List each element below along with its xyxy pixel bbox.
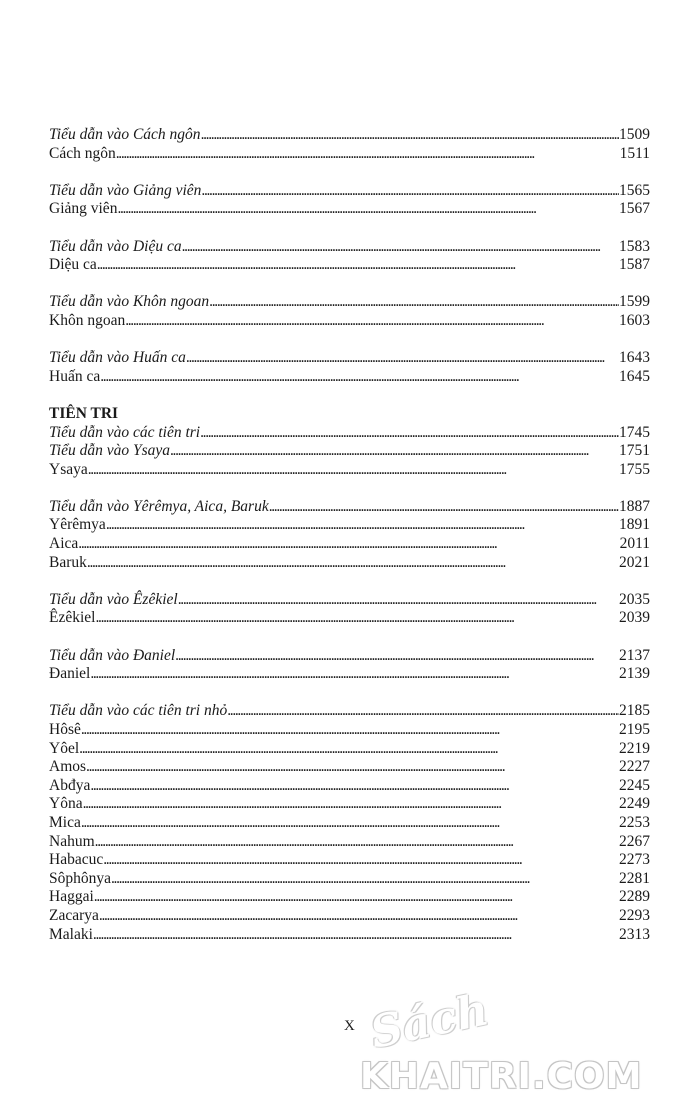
toc-entry-page-number: 1599 xyxy=(619,293,650,311)
toc-entry-introduction xyxy=(49,498,650,517)
toc-entry-page-number: 2293 xyxy=(619,906,650,924)
table-of-contents xyxy=(49,126,650,944)
toc-entry-title: Cách ngôn xyxy=(49,144,116,162)
dot-leader xyxy=(86,758,619,777)
toc-entry-title: Tiểu dẫn vào Diệu ca xyxy=(49,237,182,255)
toc-entry-book xyxy=(49,870,650,889)
toc-entry-book xyxy=(49,740,650,759)
toc-entry-page-number: 2139 xyxy=(619,665,650,683)
watermark-brand-text: KHAITRI.COM xyxy=(360,1056,643,1097)
dot-leader xyxy=(87,554,619,573)
toc-entry-book xyxy=(49,907,650,926)
toc-entry-page-number: 2035 xyxy=(619,590,650,608)
dot-leader xyxy=(117,200,619,219)
toc-entry-title: Mica xyxy=(49,813,81,831)
dot-leader xyxy=(209,293,619,312)
toc-entry-book xyxy=(49,312,650,331)
toc-entry-page-number: 2267 xyxy=(619,832,650,850)
toc-entry-title: Tiểu dẫn vào Huấn ca xyxy=(49,349,186,367)
toc-prophet-books xyxy=(49,424,650,945)
dot-leader xyxy=(200,424,619,443)
toc-entry-introduction xyxy=(49,442,650,461)
toc-entry-page-number: 2249 xyxy=(619,795,650,813)
group-spacer xyxy=(49,275,650,294)
toc-entry-title: Aica xyxy=(49,535,79,553)
toc-entry-page-number: 1645 xyxy=(619,367,650,385)
dot-leader xyxy=(269,498,619,517)
toc-entry-book xyxy=(49,554,650,573)
toc-entry-title: Sôphônya xyxy=(49,869,111,887)
toc-entry-page-number: 2039 xyxy=(619,609,650,627)
dot-leader xyxy=(81,814,619,833)
dot-leader xyxy=(78,535,619,554)
toc-entry-title: Yôna xyxy=(49,795,83,813)
dot-leader xyxy=(90,665,619,684)
dot-leader xyxy=(201,182,619,201)
toc-entry-introduction xyxy=(49,293,650,312)
dot-leader xyxy=(97,256,619,275)
dot-leader xyxy=(88,461,619,480)
toc-entry-title: Tiểu dẫn vào Giảng viên xyxy=(49,181,202,199)
toc-entry-book xyxy=(49,888,650,907)
dot-leader xyxy=(95,609,619,628)
toc-entry-title: Tiểu dẫn vào Ysaya xyxy=(49,442,170,460)
dot-leader xyxy=(83,795,619,814)
dot-leader xyxy=(186,349,619,368)
watermark-logo xyxy=(360,984,690,1110)
toc-entry-title: Ysaya xyxy=(49,460,88,478)
toc-entry-page-number: 1891 xyxy=(619,516,650,534)
toc-entry-title: Khôn ngoan xyxy=(49,311,126,329)
toc-entry-page-number: 1887 xyxy=(619,497,650,515)
dot-leader xyxy=(182,238,619,257)
toc-entry-page-number: 1603 xyxy=(619,311,650,329)
toc-entry-book xyxy=(49,256,650,275)
dot-leader xyxy=(170,442,619,461)
toc-entry-title: Diệu ca xyxy=(49,256,97,274)
toc-entry-title: Tiểu dẫn vào Khôn ngoan xyxy=(49,293,210,311)
dot-leader xyxy=(94,888,619,907)
toc-entry-page-number: 2195 xyxy=(619,721,650,738)
toc-entry-page-number: 2011 xyxy=(619,535,650,553)
toc-entry-page-number: 2281 xyxy=(619,869,650,887)
toc-entry-title: Zacarya xyxy=(49,906,99,924)
group-spacer xyxy=(49,331,650,350)
toc-entry-title: Habacuc xyxy=(49,851,104,869)
toc-entry-title: Tiểu dẫn vào Đaniel xyxy=(49,646,176,664)
toc-entry-title: Abđya xyxy=(49,776,91,794)
toc-entry-introduction xyxy=(49,591,650,610)
toc-entry-book xyxy=(49,609,650,628)
group-spacer xyxy=(49,163,650,182)
dot-leader xyxy=(93,926,619,945)
toc-entry-book xyxy=(49,200,650,219)
dot-leader xyxy=(116,145,620,164)
toc-entry-book xyxy=(49,145,650,164)
toc-entry-title: Giảng viên xyxy=(49,200,118,218)
toc-entry-page-number: 2227 xyxy=(619,758,650,776)
toc-entry-page-number: 2289 xyxy=(619,888,650,906)
toc-entry-page-number: 1511 xyxy=(619,144,650,162)
toc-entry-title: Amos xyxy=(49,758,87,776)
toc-entry-book xyxy=(49,777,650,796)
toc-entry-introduction xyxy=(49,424,650,443)
toc-entry-book xyxy=(49,795,650,814)
dot-leader xyxy=(95,833,619,852)
dot-leader xyxy=(90,777,619,796)
toc-entry-book xyxy=(49,535,650,554)
dot-leader xyxy=(201,126,619,145)
toc-entry-title: Yêrêmya xyxy=(49,516,106,534)
toc-entry-book xyxy=(49,665,650,684)
dot-leader xyxy=(103,851,619,870)
toc-entry-book xyxy=(49,851,650,870)
toc-entry-title: Tiểu dẫn vào Yêrêmya, Aica, Baruk xyxy=(49,497,269,515)
group-spacer xyxy=(49,572,650,591)
toc-entry-introduction xyxy=(49,702,650,721)
dot-leader xyxy=(79,740,619,759)
toc-entry-title: Baruk xyxy=(49,553,87,571)
toc-entry-page-number: 2245 xyxy=(619,776,650,794)
page-number: X xyxy=(344,1018,355,1034)
toc-entry-introduction xyxy=(49,647,650,666)
toc-entry-introduction xyxy=(49,238,650,257)
dot-leader xyxy=(125,312,619,331)
toc-entry-page-number: 1509 xyxy=(619,126,650,143)
toc-entry-page-number: 2185 xyxy=(619,702,650,720)
dot-leader xyxy=(227,702,619,721)
toc-entry-book xyxy=(49,461,650,480)
watermark-script-text: Sách xyxy=(365,984,494,1059)
toc-entry-page-number: 2021 xyxy=(619,553,650,571)
toc-entry-title: Tiểu dẫn vào các tiên tri xyxy=(49,423,201,441)
toc-entry-book xyxy=(49,926,650,945)
toc-entry-title: Yôel xyxy=(49,739,80,757)
group-spacer xyxy=(49,479,650,498)
toc-entry-page-number: 2253 xyxy=(619,813,650,831)
toc-entry-book xyxy=(49,833,650,852)
toc-entry-title: Tiểu dẫn vào các tiên tri nhỏ xyxy=(49,702,228,720)
toc-entry-book xyxy=(49,814,650,833)
toc-entry-page-number: 1565 xyxy=(619,181,650,199)
toc-entry-page-number: 1755 xyxy=(619,460,650,478)
toc-entry-book xyxy=(49,516,650,535)
toc-entry-book xyxy=(49,758,650,777)
toc-entry-page-number: 2313 xyxy=(619,925,650,943)
toc-entry-title: Tiểu dẫn vào Êzêkiel xyxy=(49,590,178,608)
dot-leader xyxy=(99,907,619,926)
toc-wisdom-books xyxy=(49,126,650,386)
toc-entry-book xyxy=(49,721,650,740)
group-spacer xyxy=(49,684,650,703)
group-spacer xyxy=(49,628,650,647)
toc-entry-page-number: 1567 xyxy=(619,200,650,218)
dot-leader xyxy=(100,368,619,387)
toc-entry-title: Hôsê xyxy=(49,721,81,738)
toc-entry-title: Nahum xyxy=(49,832,95,850)
dot-leader xyxy=(111,870,619,889)
toc-entry-title: Êzêkiel xyxy=(49,609,96,627)
toc-entry-page-number: 2219 xyxy=(619,739,650,757)
dot-leader xyxy=(81,721,619,740)
toc-entry-page-number: 1583 xyxy=(619,237,650,255)
toc-entry-title: Haggai xyxy=(49,888,94,906)
toc-entry-page-number: 2273 xyxy=(619,851,650,869)
group-spacer xyxy=(49,219,650,238)
toc-entry-page-number: 1643 xyxy=(619,349,650,367)
toc-entry-title: Huấn ca xyxy=(49,367,101,385)
toc-entry-title: Đaniel xyxy=(49,665,91,683)
toc-entry-page-number: 2137 xyxy=(619,646,650,664)
dot-leader xyxy=(175,647,619,666)
toc-entry-introduction xyxy=(49,349,650,368)
toc-entry-page-number: 1587 xyxy=(619,256,650,274)
toc-entry-introduction xyxy=(49,126,650,145)
toc-entry-page-number: 1751 xyxy=(619,442,650,460)
toc-entry-title: Tiểu dẫn vào Cách ngôn xyxy=(49,126,201,143)
toc-entry-book xyxy=(49,368,650,387)
dot-leader xyxy=(178,591,619,610)
dot-leader xyxy=(106,516,619,535)
toc-entry-page-number: 1745 xyxy=(619,423,650,441)
section-heading-prophets: TIÊN TRI xyxy=(49,404,119,422)
toc-entry-introduction xyxy=(49,182,650,201)
toc-entry-title: Malaki xyxy=(49,925,93,943)
